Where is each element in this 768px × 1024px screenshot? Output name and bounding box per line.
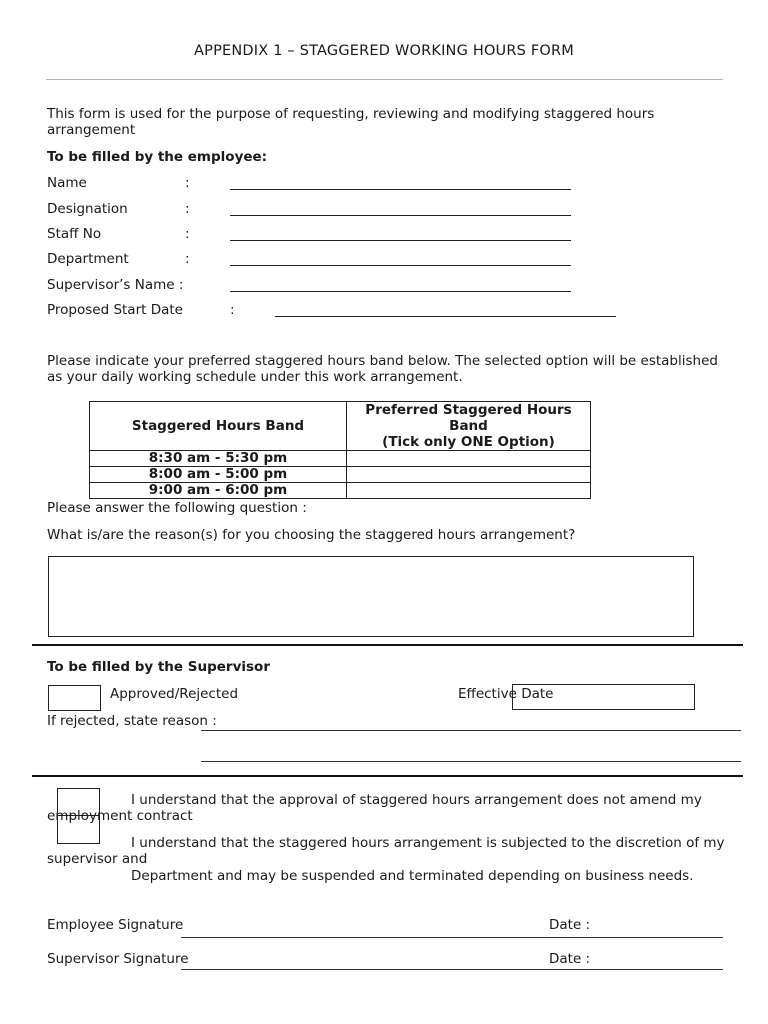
- department-input-line[interactable]: [230, 265, 571, 266]
- reason-question: What is/are the reason(s) for you choosing the staggered hours arrangement?: [47, 527, 576, 543]
- proposed-start-date-input-line[interactable]: [275, 316, 616, 317]
- table-row: [90, 467, 591, 483]
- section-divider: [32, 775, 743, 777]
- band-option: 8:30 am - 5:30 pm: [90, 451, 347, 467]
- approval-checkbox[interactable]: [48, 685, 101, 711]
- table-header-row: [90, 402, 591, 451]
- staggered-hours-table: [89, 401, 591, 499]
- field-label: Name: [47, 175, 87, 191]
- field-colon: :: [185, 175, 190, 191]
- field-label: Supervisor’s Name :: [47, 277, 184, 293]
- supervisor-date-label: Date :: [549, 951, 591, 967]
- employee-section-heading: To be filled by the employee:: [47, 149, 268, 165]
- band-option: 8:00 am - 5:00 pm: [90, 467, 347, 483]
- band-column-header: Staggered Hours Band: [90, 402, 347, 451]
- reason-textbox[interactable]: [48, 556, 694, 637]
- declaration-1: I understand that the approval of staggered hours arrangement does not amend my employment contract: [47, 792, 702, 824]
- field-label: Department: [47, 251, 129, 267]
- rejected-reason-line[interactable]: [201, 730, 741, 731]
- band-instruction: Please indicate your preferred staggered hours band below. The selected option will be established as your daily working schedule under this work arrangement.: [47, 353, 718, 385]
- field-colon: :: [230, 302, 235, 318]
- supervisor-signature-line[interactable]: [181, 969, 723, 970]
- field-colon: :: [185, 201, 190, 217]
- employee-signature-label: Employee Signature: [47, 917, 184, 933]
- answer-prompt: Please answer the following question :: [47, 500, 307, 516]
- tick-cell[interactable]: [347, 451, 591, 467]
- field-colon: :: [185, 226, 190, 242]
- declaration-2a: I understand that the staggered hours arrangement is subjected to the discretion of my supervisor and: [47, 835, 725, 867]
- supervisor-section-heading: To be filled by the Supervisor: [47, 659, 270, 675]
- designation-input-line[interactable]: [230, 215, 571, 216]
- table-row: [90, 451, 591, 467]
- preferred-header-line: Band: [449, 418, 488, 434]
- supervisor-name-input-line[interactable]: [230, 291, 571, 292]
- preferred-header-line: Preferred Staggered Hours: [365, 402, 572, 418]
- staff-no-input-line[interactable]: [230, 240, 571, 241]
- field-label: Staff No: [47, 226, 102, 242]
- intro-text: This form is used for the purpose of requesting, reviewing and modifying staggered hours arrangement: [47, 106, 655, 138]
- name-input-line[interactable]: [230, 189, 571, 190]
- section-divider: [32, 644, 743, 646]
- declaration-2b: Department and may be suspended and terminated depending on business needs.: [131, 868, 694, 884]
- form-title: APPENDIX 1 – STAGGERED WORKING HOURS FORM: [194, 43, 574, 59]
- band-option: 9:00 am - 6:00 pm: [90, 483, 347, 499]
- preferred-column-header: [347, 402, 591, 451]
- effective-date-label: Effective Date: [458, 686, 554, 702]
- table-row: [90, 483, 591, 499]
- employee-date-label: Date :: [549, 917, 591, 933]
- rejected-reason-label: If rejected, state reason :: [47, 713, 217, 729]
- supervisor-signature-label: Supervisor Signature: [47, 951, 189, 967]
- field-label: Proposed Start Date: [47, 302, 183, 318]
- preferred-header-line: (Tick only ONE Option): [382, 434, 555, 450]
- field-colon: :: [185, 251, 190, 267]
- tick-cell[interactable]: [347, 467, 591, 483]
- rejected-reason-line[interactable]: [201, 761, 741, 762]
- approved-rejected-label: Approved/Rejected: [110, 686, 239, 702]
- effective-date-input[interactable]: [512, 684, 695, 710]
- field-label: Designation: [47, 201, 128, 217]
- title-divider: [46, 79, 723, 80]
- tick-cell[interactable]: [347, 483, 591, 499]
- employee-signature-line[interactable]: [181, 937, 723, 938]
